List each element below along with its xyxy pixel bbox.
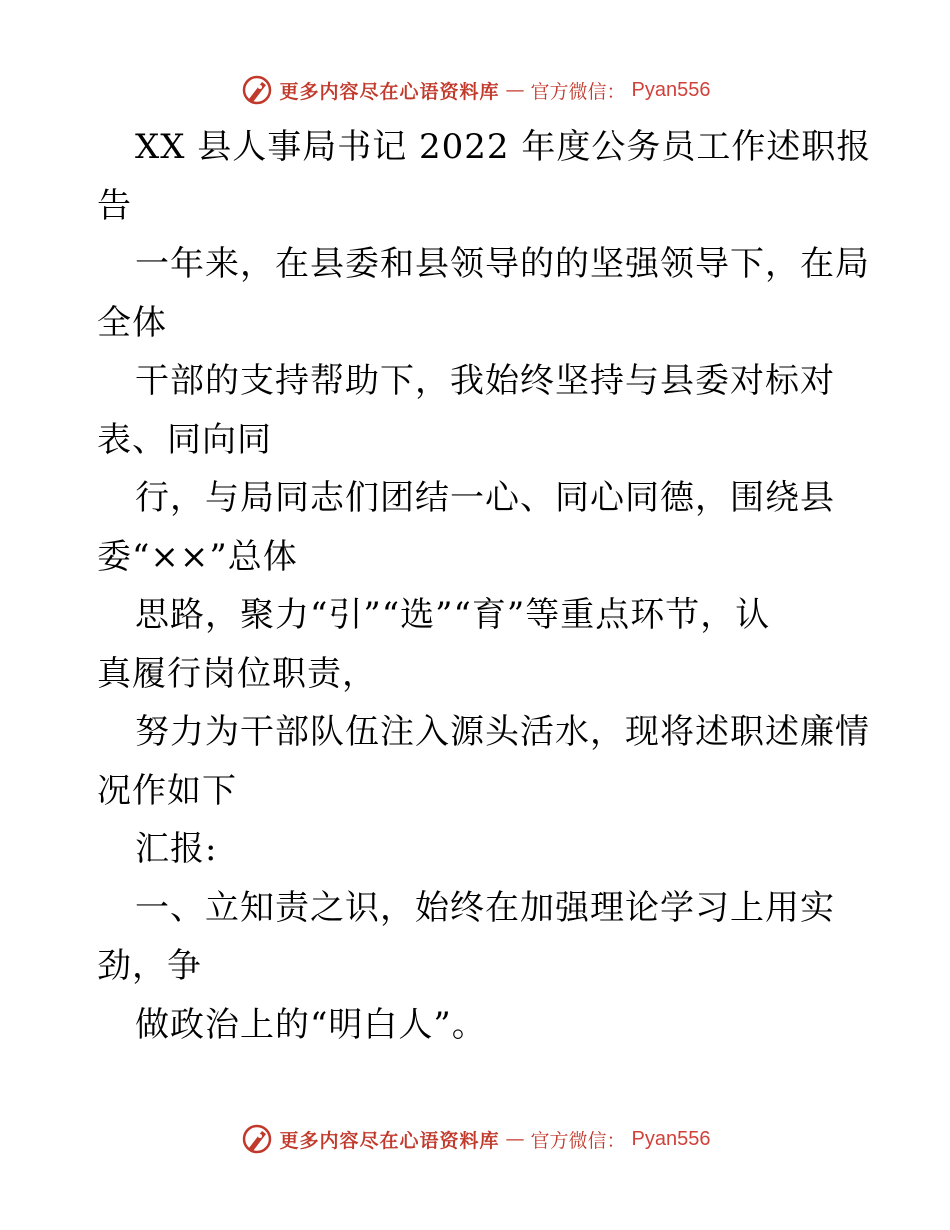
watermark-label: 官方微信： bbox=[530, 1129, 626, 1152]
paragraph-line: 况作如下 bbox=[97, 770, 237, 811]
section-heading-line: 劲，争 bbox=[97, 946, 202, 986]
watermark-label: 官方微信： bbox=[530, 80, 626, 103]
paragraph-line: 汇报: bbox=[135, 829, 218, 869]
watermark-brand-text: 更多内容尽在心语资料库 bbox=[279, 80, 500, 103]
document-body bbox=[97, 118, 872, 1054]
paragraph-line: 委“××”总体 bbox=[97, 536, 298, 577]
section-heading-line: 做政治上的“明白人”。 bbox=[135, 1004, 487, 1045]
paragraph-line: 一年来，在县委和县领导的的坚强领导下，在局 bbox=[135, 244, 870, 284]
watermark-account: Pyan556 bbox=[631, 78, 711, 101]
header-watermark bbox=[0, 70, 950, 110]
paragraph-line: 真履行岗位职责， bbox=[97, 653, 377, 694]
watermark-separator: — bbox=[505, 79, 525, 101]
pen-nib-circle-icon bbox=[240, 1122, 274, 1156]
paragraph-line: 干部的支持帮助下，我始终坚持与县委对标对 bbox=[135, 361, 835, 401]
section-heading-line: 一、立知责之识，始终在加强理论学习上用实 bbox=[135, 887, 835, 928]
watermark-separator: — bbox=[505, 1128, 525, 1150]
footer-watermark bbox=[0, 1119, 950, 1159]
paragraph-line: 表、同向同 bbox=[97, 419, 272, 460]
paragraph-line: 行，与局同志们团结一心、同心同德，围绕县 bbox=[135, 478, 835, 518]
title-line-1: XX 县人事局书记 2022 年度公务员工作述职报 bbox=[135, 127, 872, 167]
paragraph-line: 思路，聚力“引”“选”“育”等重点环节，认 bbox=[135, 595, 771, 635]
title-line-2: 告 bbox=[97, 185, 132, 226]
paragraph-line: 全体 bbox=[97, 302, 167, 343]
watermark-brand-text: 更多内容尽在心语资料库 bbox=[279, 1129, 500, 1152]
paragraph-line: 努力为干部队伍注入源头活水，现将述职述廉情 bbox=[135, 712, 870, 752]
watermark-account: Pyan556 bbox=[631, 1127, 711, 1150]
pen-nib-circle-icon bbox=[240, 73, 274, 107]
